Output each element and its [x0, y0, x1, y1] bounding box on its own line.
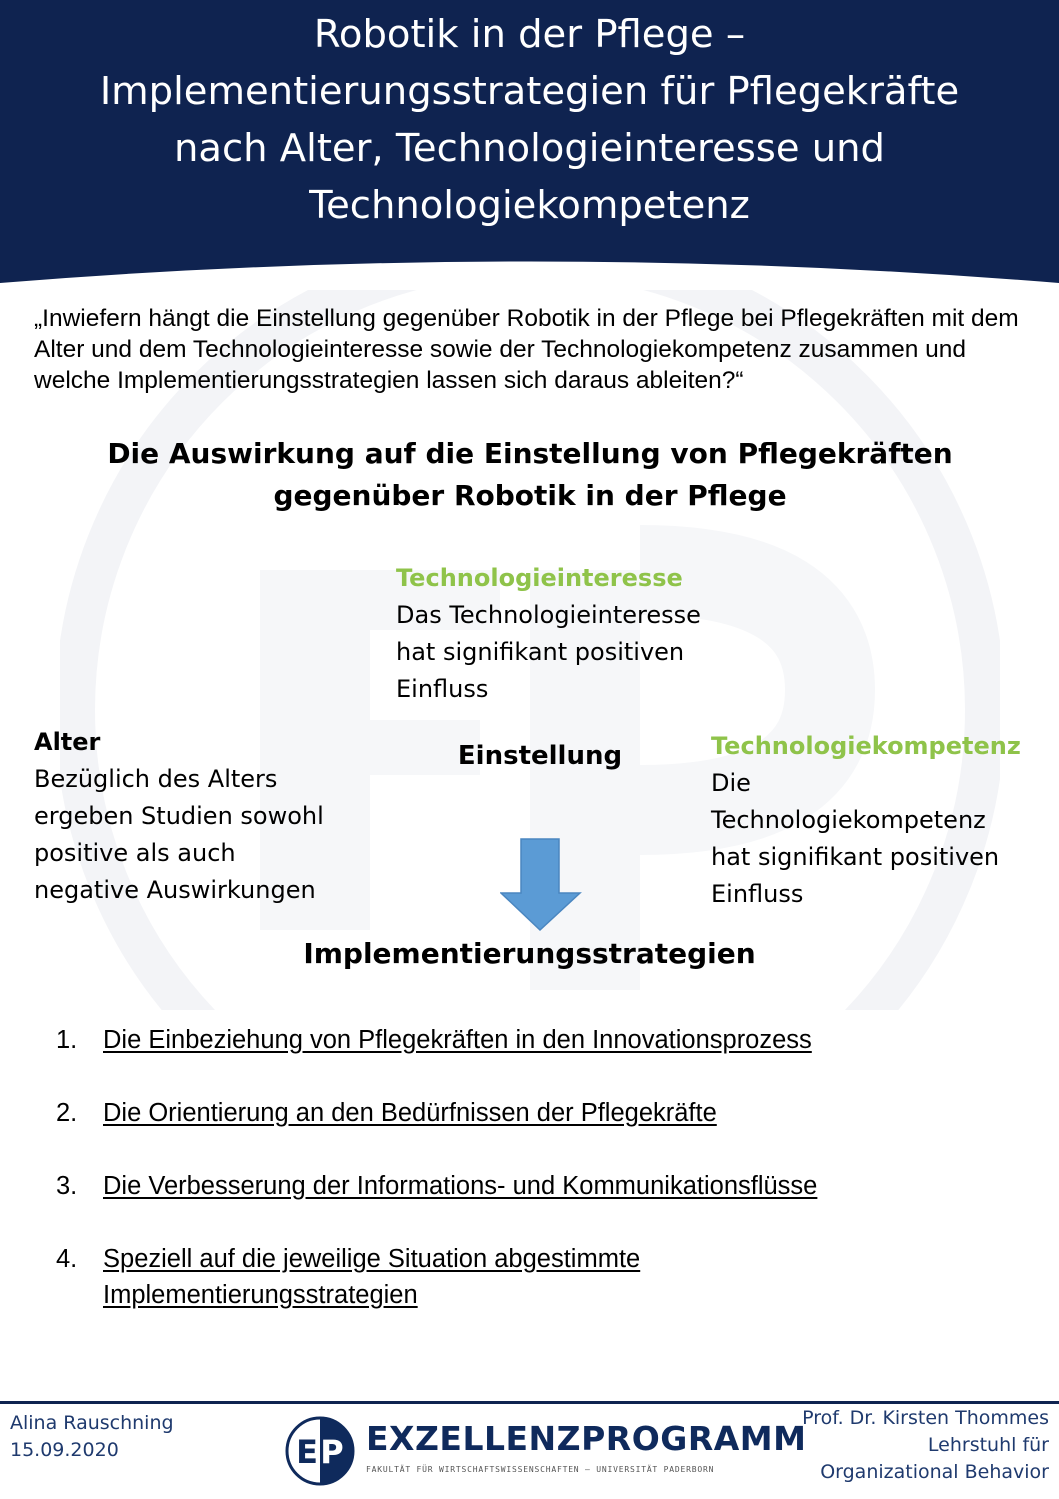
factor-text-line: Das Technologieinteresse — [396, 601, 701, 629]
list-number: 1. — [56, 1026, 78, 1054]
factor-text-line: Technologiekompetenz — [711, 806, 986, 834]
list-text: Die Verbesserung der Informations- und Kommunikationsflüsse — [103, 1172, 818, 1200]
research-question: „Inwiefern hängt die Einstellung gegenüber Robotik in der Pflege bei Pflegekräften mit dem Alter und dem Technologieinteresse sowie der Technologiekompetenz zusammen und welche Implementierungsstrategien lassen sich daraus ableiten?“ — [34, 305, 1019, 394]
list-number: 4. — [56, 1245, 78, 1273]
implementation-heading: Implementierungsstrategien — [303, 937, 756, 970]
page-title — [20, 6, 1039, 234]
list-text: Die Orientierung an den Bedürfnissen der Pflegekräfte — [103, 1099, 717, 1127]
footer-divider — [0, 1401, 1059, 1404]
factor-name: Alter — [34, 728, 101, 756]
list-number: 3. — [56, 1172, 78, 1200]
footer-chair-block — [802, 1405, 1049, 1486]
factor-text-line: Bezüglich des Alters — [34, 765, 278, 793]
factor-text-line: Einfluss — [396, 675, 489, 703]
factor-text-line: negative Auswirkungen — [34, 876, 316, 904]
list-number: 2. — [56, 1099, 78, 1127]
title-line: Implementierungsstrategien für Pflegekräfte — [99, 69, 960, 114]
arrow-down-icon — [500, 838, 582, 932]
poster-date: 15.09.2020 — [10, 1439, 119, 1461]
effect-heading — [40, 433, 1020, 517]
title-line: nach Alter, Technologieinteresse und — [173, 126, 885, 171]
title-line: Robotik in der Pflege – — [313, 12, 746, 57]
factor-technology-interest — [396, 560, 736, 708]
chair-line: Lehrstuhl für — [927, 1434, 1049, 1456]
title-line: Technologiekompetenz — [309, 183, 750, 228]
list-text: Speziell auf die jeweilige Situation abgestimmte — [103, 1245, 641, 1273]
factor-text-line: positive als auch — [34, 839, 236, 867]
factor-text-line: hat signifikant positiven — [396, 638, 685, 666]
svg-text:E: E — [296, 1433, 318, 1471]
logo-wordmark: EXZELLENZPROGRAMM — [366, 1419, 807, 1458]
list-text: Die Einbeziehung von Pflegekräften in den Innovationsprozess — [103, 1026, 812, 1054]
logo-subtitle: FAKULTÄT FÜR WIRTSCHAFTSWISSENSCHAFTEN – UNIVERSITÄT PADERBORN — [366, 1465, 715, 1474]
author-name: Alina Rauschning — [10, 1412, 174, 1434]
factor-text-line: Einfluss — [711, 880, 804, 908]
effect-heading-line: gegenüber Robotik in der Pflege — [273, 479, 787, 512]
exzellenzprogramm-logo — [284, 1415, 807, 1491]
factor-name: Technologiekompetenz — [711, 732, 1021, 760]
effect-heading-line: Die Auswirkung auf die Einstellung von Pflegekräften — [107, 437, 953, 470]
factor-age — [34, 724, 374, 909]
chair-line: Organizational Behavior — [820, 1461, 1049, 1483]
professor-name: Prof. Dr. Kirsten Thommes — [802, 1407, 1049, 1429]
attitude-label: Einstellung — [457, 741, 623, 771]
factor-technology-competence — [711, 728, 1051, 913]
svg-text:P: P — [320, 1433, 344, 1471]
list-text: Implementierungsstrategien — [103, 1281, 418, 1309]
factor-text-line: ergeben Studien sowohl — [34, 802, 324, 830]
ep-logo-icon — [284, 1415, 356, 1487]
footer-author-block — [10, 1410, 174, 1464]
header-banner — [0, 0, 1059, 290]
factor-text-line: Die — [711, 769, 751, 797]
factor-name: Technologieinteresse — [396, 564, 683, 592]
factor-text-line: hat signifikant positiven — [711, 843, 1000, 871]
